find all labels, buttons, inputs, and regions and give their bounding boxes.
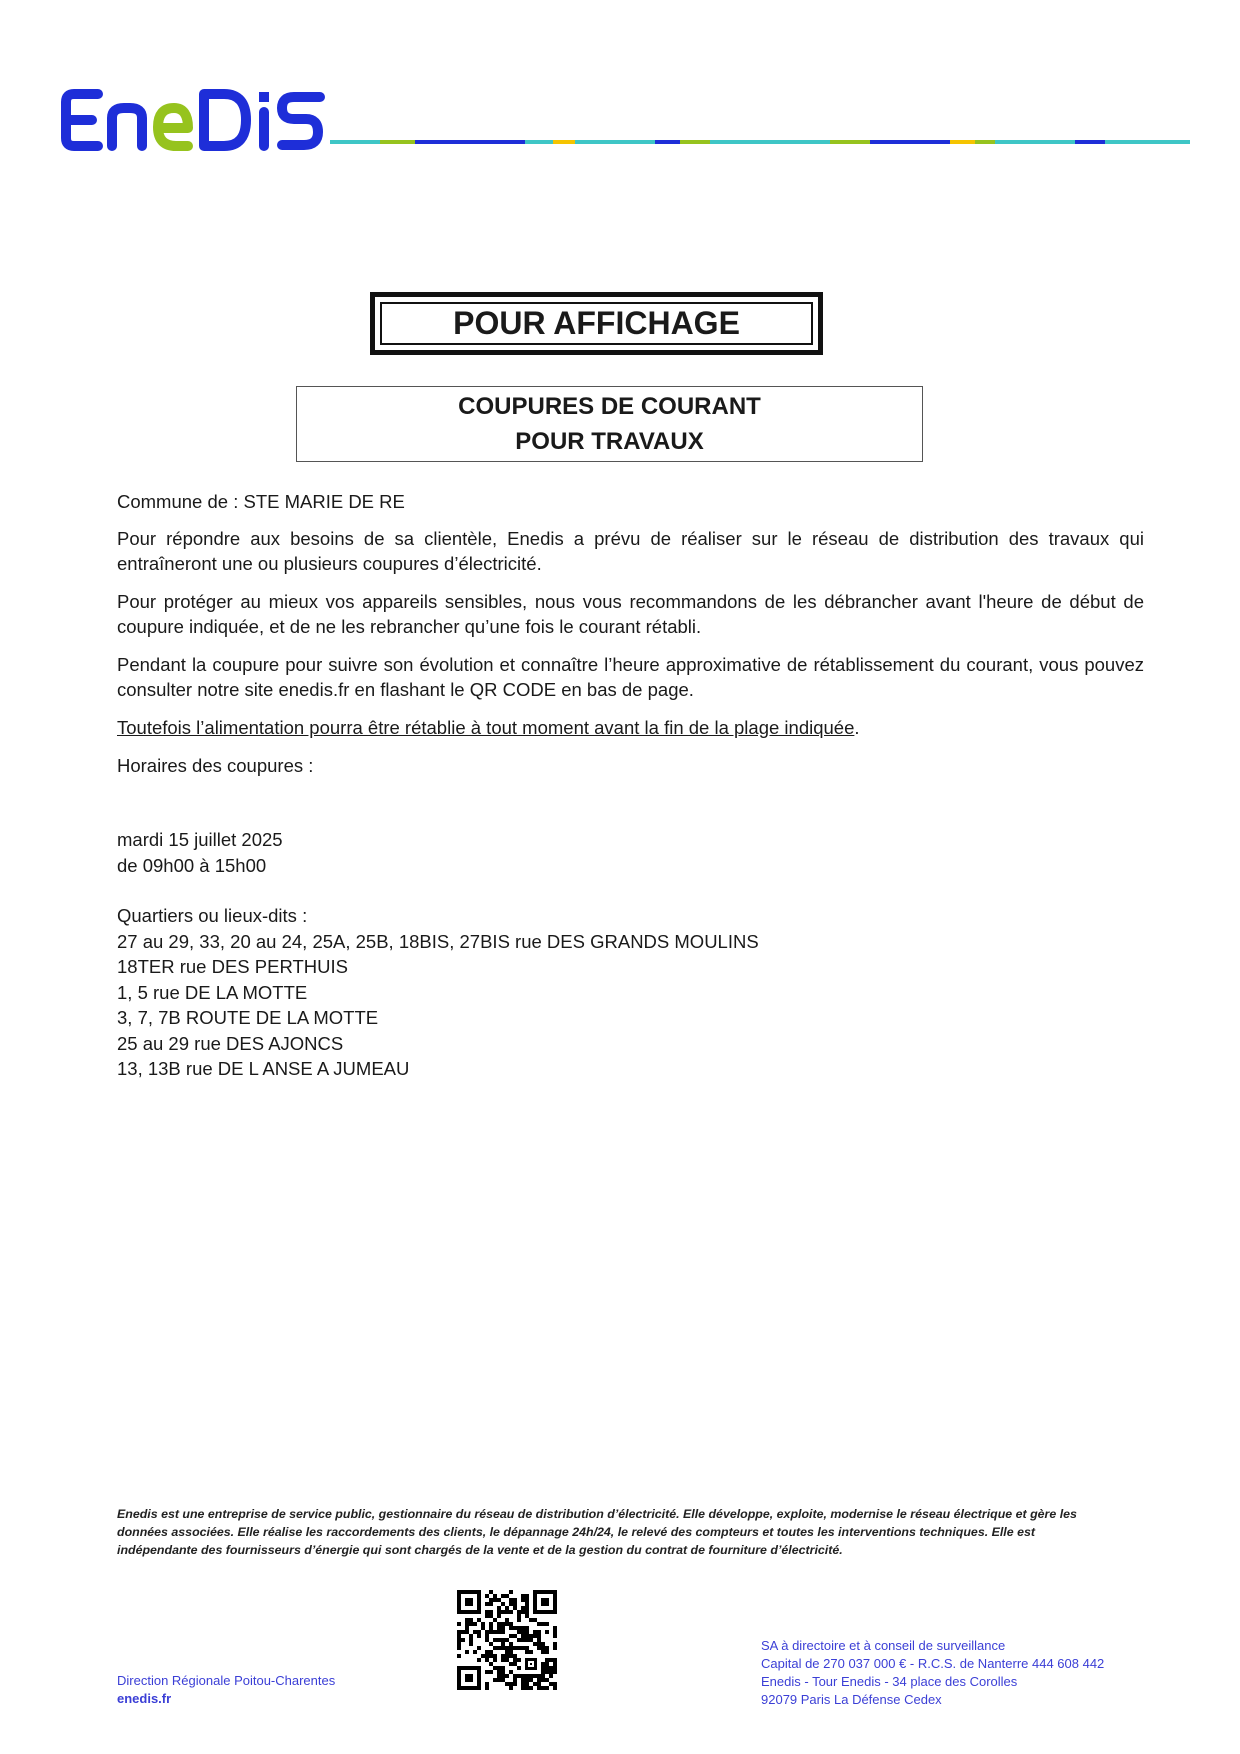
enedis-logo <box>60 88 325 152</box>
area-item: 18TER rue DES PERTHUIS <box>117 956 348 977</box>
area-item: 1, 5 rue DE LA MOTTE <box>117 981 308 1003</box>
qr-code-icon[interactable] <box>457 1590 557 1690</box>
company-line: 92079 Paris La Défense Cedex <box>761 1692 942 1707</box>
paragraph-recommendation: Pour protéger au mieux vos appareils sensibles, nous vous recommandons de les débrancher avant l'heure de début de coupure indiquée, et de ne les rebrancher qu’une fois le courant rétabli. <box>117 591 1144 637</box>
company-info <box>761 1637 1104 1709</box>
schedule-date: mardi 15 juillet 2025 <box>117 829 283 850</box>
warning-period: . <box>854 717 860 738</box>
area-item: 25 au 29 rue DES AJONCS <box>117 1032 344 1054</box>
footer-direction <box>117 1672 335 1708</box>
paragraph-intro: Pour répondre aux besoins de sa clientèle, Enedis a prévu de réaliser sur le réseau de distribution des travaux qui entraîneront une ou plusieurs coupures d’électricité. <box>117 528 1144 574</box>
company-line: SA à directoire et à conseil de surveillance <box>761 1638 1006 1653</box>
areas-label: Quartiers ou lieux-dits : <box>117 905 308 926</box>
areas-block <box>117 903 1144 1082</box>
banner-text: POUR AFFICHAGE <box>380 302 813 345</box>
direction-text: Direction Régionale Poitou-Charentes <box>117 1673 336 1688</box>
notice-title-line1: COUPURES DE COURANT <box>458 393 761 420</box>
warning-line <box>117 715 1144 740</box>
area-item: 27 au 29, 33, 20 au 24, 25A, 25B, 18BIS, 27BIS rue DES GRANDS MOULINS <box>117 930 759 952</box>
header-color-stripe <box>330 140 1190 144</box>
area-item: 3, 7, 7B ROUTE DE LA MOTTE <box>117 1007 379 1028</box>
area-item: 13, 13B rue DE L ANSE A JUMEAU <box>117 1058 410 1079</box>
schedule-label: Horaires des coupures : <box>117 755 314 776</box>
pour-affichage-banner <box>370 292 823 355</box>
company-line: Capital de 270 037 000 € - R.C.S. de Nanterre 444 608 442 <box>761 1656 1105 1671</box>
commune-line: Commune de : STE MARIE DE RE <box>117 491 405 512</box>
legal-disclaimer: Enedis est une entreprise de service public, gestionnaire du réseau de distribution d’électricité. Elle développe, exploite, modernise le réseau électrique et gère les données associées. Elle réalise les raccordements des clients, le dépannage 24h/24, le relevé des compteurs et toutes les interventions techniques. Elle est indépendante des fournisseurs d’énergie qui sont chargés de la vente et de la gestion du contrat de fourniture d’électricité. <box>117 1507 1077 1557</box>
notice-title-box <box>296 386 923 462</box>
warning-text: Toutefois l’alimentation pourra être rétablie à tout moment avant la fin de la plage indiquée <box>117 717 855 738</box>
paragraph-qr-info: Pendant la coupure pour suivre son évolution et connaître l’heure approximative de rétablissement du courant, vous pouvez consulter notre site enedis.fr en flashant le QR CODE en bas de page. <box>117 654 1144 700</box>
schedule-block <box>117 827 1144 878</box>
schedule-time: de 09h00 à 15h00 <box>117 854 267 876</box>
notice-title-line2: POUR TRAVAUX <box>515 428 704 455</box>
website-link[interactable]: enedis.fr <box>117 1691 172 1706</box>
company-line: Enedis - Tour Enedis - 34 place des Corolles <box>761 1674 1018 1689</box>
